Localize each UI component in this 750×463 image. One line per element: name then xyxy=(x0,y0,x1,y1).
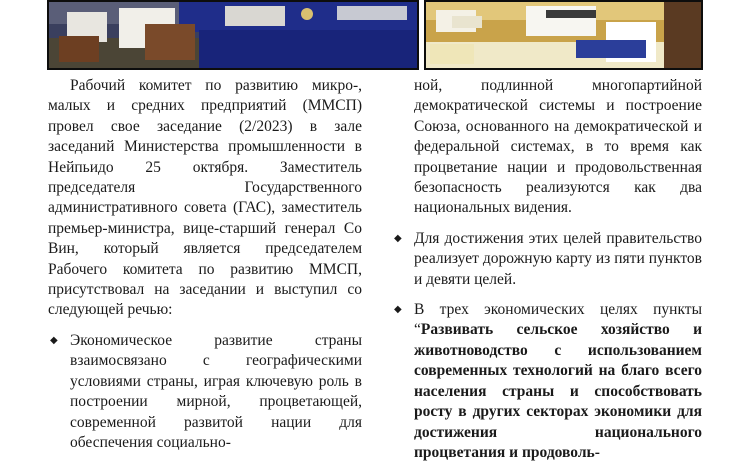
bullet-item-economic-development xyxy=(48,331,362,453)
bullet-text: Экономическое развитие страны взаимосвязано с географическими условиями страны, играя ключевую роль в построении мирной, процветающей, современной развитой нации для обеспечения социально- xyxy=(70,331,362,451)
bullet-text: Для достижения этих целей правительство реализует дорожную карту из пяти пунктов и девяти целей. xyxy=(414,229,702,288)
bullet-item-economic-goals xyxy=(392,300,702,463)
bullet-text xyxy=(414,300,702,463)
bullet-item-roadmap xyxy=(392,229,702,290)
diamond-bullet-icon: ◆ xyxy=(50,334,58,346)
bullet-plain-text: В трех экономических целях пункты “ xyxy=(414,301,702,339)
bullet-bold-text: Развивать сельское хозяйство и животноводство с использованием современных технологий на благо всего населения страны и способствовать росту в других секторах экономики для достижения национального процветания и продоволь- xyxy=(414,321,702,461)
diamond-bullet-icon: ◆ xyxy=(394,232,402,244)
bullet-continuation xyxy=(392,76,702,219)
diamond-bullet-icon: ◆ xyxy=(394,304,402,316)
meeting-table-photo xyxy=(424,0,703,70)
left-column xyxy=(48,76,362,453)
meeting-hall-photo xyxy=(47,0,419,70)
right-column xyxy=(392,76,702,463)
continuation-text: ной, подлинной многопартийной демократической системы и построение Союза, основанного на демократической и федеральной системах, в то время как процветание нации и продовольственная безопасность реализуются как два национальных видения. xyxy=(414,77,702,217)
intro-paragraph: Рабочий комитет по развитию микро-, малых и средних предприятий (ММСП) провел свое заседание (2/2023) в зале заседаний Министерства промышленности в Нейпьидо 25 октября. Заместитель председателя Государственного административного совета (ГАС), заместитель премьер-министра, вице-старший генерал Со Вин, который является председателем Рабочего комитета по развитию ММСП, присутствовал на заседании и выступил со следующей речью: xyxy=(48,77,362,319)
